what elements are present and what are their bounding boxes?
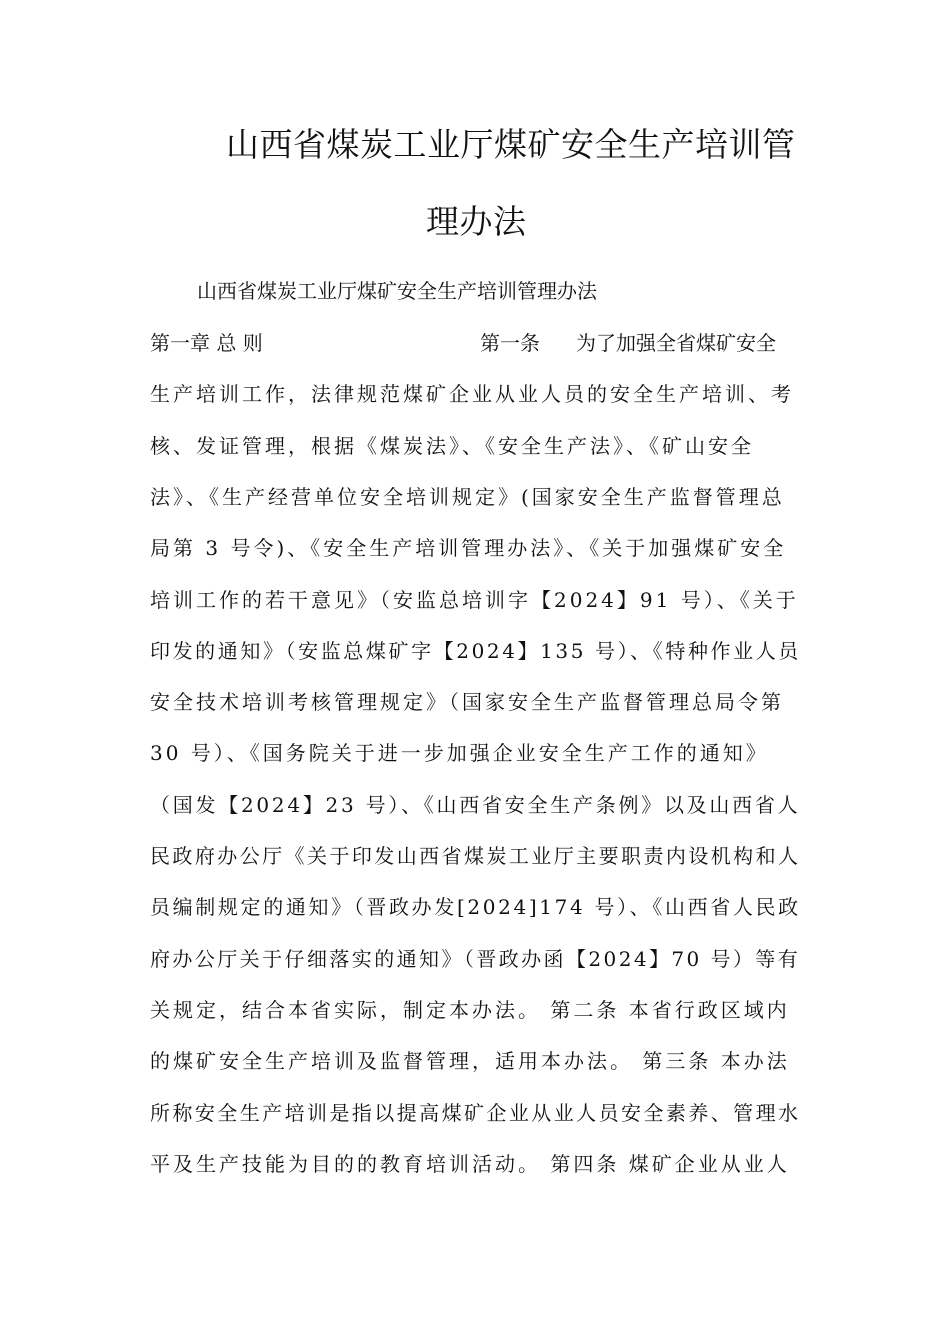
body-text-segment: 为了加强全省煤矿安全 [576, 331, 776, 355]
body-line: 府办公厅关于仔细落实的通知》（晋政办函【2024】70 号）等有 [150, 947, 801, 971]
body-line: 安全技术培训考核管理规定》（国家安全生产监督管理总局令第 [150, 690, 784, 714]
body-line: 关规定，结合本省实际，制定本办法。 第二条 本省行政区域内 [150, 998, 790, 1022]
document-title-line-1: 山西省煤炭工业厅煤矿安全生产培训管 [226, 125, 796, 164]
body-line: 的煤矿安全生产培训及监督管理，适用本办法。 第三条 本办法 [150, 1049, 790, 1073]
body-line: 印发的通知》（安监总煤矿字【2024】135 号）、《特种作业人员 [150, 639, 801, 663]
chapter-heading: 第一章 总 则 [150, 331, 263, 355]
document-subtitle: 山西省煤炭工业厅煤矿安全生产培训管理办法 [197, 279, 597, 303]
body-line: 30 号）、《国务院关于进一步加强企业安全生产工作的通知》 [150, 741, 769, 765]
body-line: 民政府办公厅《关于印发山西省煤炭工业厅主要职责内设机构和人 [150, 844, 801, 868]
body-line: 员编制规定的通知》（晋政办发[2024]174 号）、《山西省人民政 [150, 895, 801, 919]
body-line: 平及生产技能为目的的教育培训活动。 第四条 煤矿企业从业人 [150, 1152, 790, 1176]
body-line: 生产培训工作，法律规范煤矿企业从业人员的安全生产培训、考 [150, 382, 794, 406]
document-title-line-2: 理办法 [426, 202, 527, 241]
body-line: 核、发证管理，根据《煤炭法》、《安全生产法》、《矿山安全 [150, 434, 754, 458]
body-line: （国发【2024】23 号）、《山西省安全生产条例》以及山西省人 [150, 793, 801, 817]
body-line: 法》、《生产经营单位安全培训规定》(国家安全生产监督管理总 [150, 485, 785, 509]
body-line: 局第 3 号令)、《安全生产培训管理办法》、《关于加强煤矿安全 [150, 536, 787, 560]
article-1-heading: 第一条 [480, 331, 540, 355]
body-line: 培训工作的若干意见》（安监总培训字【2024】91 号）、《关于 [150, 588, 799, 612]
body-line: 所称安全生产培训是指以提高煤矿企业从业人员安全素养、管理水 [150, 1101, 801, 1125]
